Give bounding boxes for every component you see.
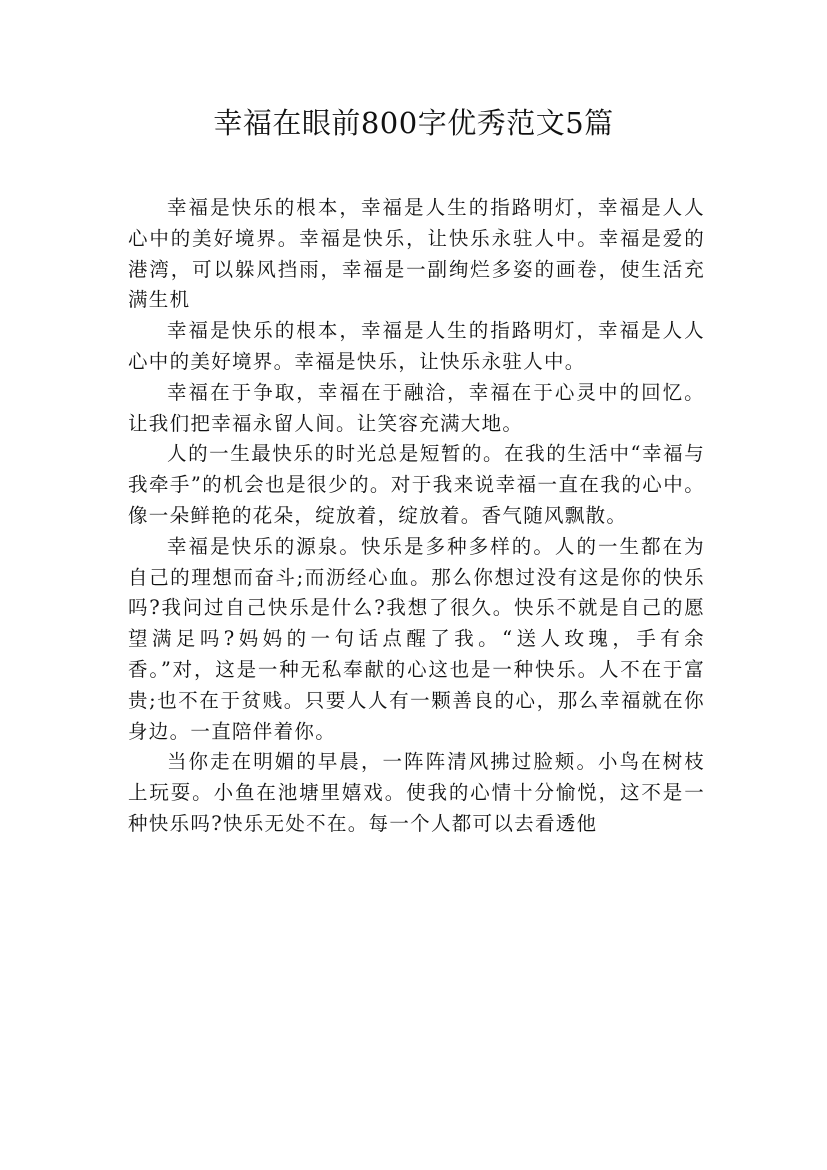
paragraph-2: 幸福是快乐的根本，幸福是人生的指路明灯，幸福是人人心中的美好境界。幸福是快乐，让快乐永驻人中。 xyxy=(128,319,705,373)
paragraph-5: 幸福是快乐的源泉。快乐是多种多样的。人的一生都在为自己的理想而奋斗;而沥经心血。那么你想过没有这是你的快乐吗?我问过自己快乐是什么?我想了很久。快乐不就是自己的愿望满足吗?妈妈的一句话点醒了我。“送人玫瑰，手有余香。”对，这是一种无私奉献的心这也是一种快乐。人不在于富贵;也不在于贫贱。只要人人有一颗善良的心，那么幸福就在你身边。一直陪伴着你。 xyxy=(128,534,705,743)
paragraph-6: 当你走在明媚的早晨，一阵阵清风拂过脸颊。小鸟在树枝上玩耍。小鱼在池塘里嬉戏。使我的心情十分愉悦，这不是一种快乐吗?快乐无处不在。每一个人都可以去看透他 xyxy=(128,750,705,835)
paragraph-3: 幸福在于争取，幸福在于融洽，幸福在于心灵中的回忆。让我们把幸福永留人间。让笑容充满大地。 xyxy=(128,380,705,435)
document-title: 幸福在眼前800字优秀范文5篇 xyxy=(213,106,614,140)
paragraph-4: 人的一生最快乐的时光总是短暂的。在我的生活中“幸福与我牵手”的机会也是很少的。对于我来说幸福一直在我的心中。像一朵鲜艳的花朵，绽放着，绽放着。香气随风飘散。 xyxy=(128,442,705,527)
paragraph-1: 幸福是快乐的根本，幸福是人生的指路明灯，幸福是人人心中的美好境界。幸福是快乐，让快乐永驻人中。幸福是爱的港湾，可以躲风挡雨，幸福是一副绚烂多姿的画卷，使生活充满生机 xyxy=(128,196,705,312)
document-body xyxy=(128,193,705,840)
